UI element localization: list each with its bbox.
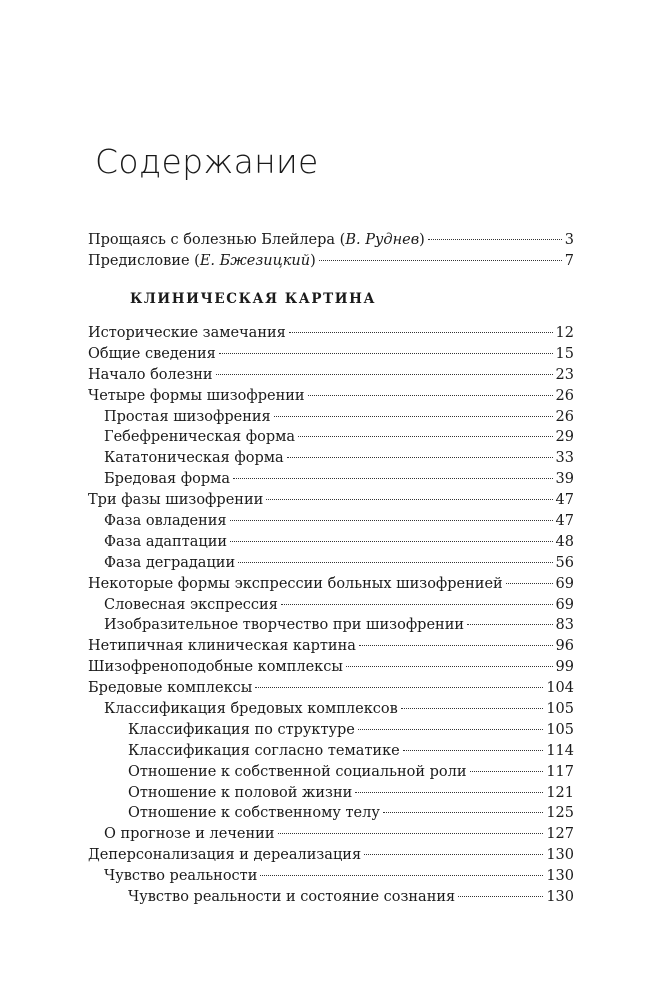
toc-entry-page: 3 <box>564 232 574 248</box>
toc-entry-page: 69 <box>555 596 574 613</box>
page-title: Содержание <box>95 142 319 181</box>
toc-entry-page: 127 <box>546 826 574 843</box>
toc-entry-title: Некоторые формы экспрессии больных шизофренией <box>88 575 503 592</box>
toc-entry-page: 69 <box>555 575 574 592</box>
toc-entry-title: Прощаясь с болезнью Блейлера (В. Руднев) <box>88 232 425 248</box>
toc-entry-title: Классификация согласно тематике <box>128 742 400 759</box>
dot-leader <box>287 457 553 458</box>
dot-leader <box>458 896 543 897</box>
dot-leader <box>255 687 543 688</box>
toc-entry-title: О прогнозе и лечении <box>104 826 275 843</box>
toc-entry-title: Четыре формы шизофрении <box>88 387 305 404</box>
toc-entry-title: Классификация по структуре <box>128 721 355 738</box>
toc-entry-page: 47 <box>555 513 574 530</box>
toc-entry[interactable] <box>88 490 574 511</box>
toc-entry[interactable] <box>88 365 574 386</box>
dot-leader <box>219 353 553 354</box>
toc-entry-title: Классификация бредовых комплексов <box>104 701 398 718</box>
toc-entry[interactable] <box>88 887 574 908</box>
dot-leader <box>230 541 553 542</box>
dot-leader <box>230 520 553 521</box>
toc-entry-title: Фаза деградации <box>104 554 236 571</box>
dot-leader <box>358 729 543 730</box>
toc-entry-page: 104 <box>546 680 574 697</box>
dot-leader <box>428 239 562 240</box>
dot-leader <box>238 562 552 563</box>
dot-leader <box>308 395 553 396</box>
toc-entry-page: 130 <box>546 847 574 864</box>
dot-leader <box>278 833 544 834</box>
toc-entry-title: Деперсонализация и дереализация <box>88 847 362 864</box>
toc-entry-page: 15 <box>555 345 574 362</box>
dot-leader <box>401 708 544 709</box>
toc-entry-page: 96 <box>555 638 574 655</box>
toc-entry[interactable] <box>88 803 574 824</box>
toc-entry[interactable] <box>88 595 574 616</box>
toc-entry-page: 23 <box>555 366 574 383</box>
dot-leader <box>260 875 543 876</box>
toc-entry-title: Словесная экспрессия <box>104 596 278 613</box>
toc-entry[interactable] <box>88 574 574 595</box>
toc-entry[interactable] <box>88 532 574 553</box>
dot-leader <box>298 436 552 437</box>
toc-list <box>88 323 574 908</box>
toc-entry-title: Бредовая форма <box>104 471 231 488</box>
toc-entry[interactable] <box>88 615 574 636</box>
toc-entry-title: Простая шизофрения <box>104 408 271 425</box>
toc-entry[interactable] <box>88 448 574 469</box>
dot-leader <box>403 750 544 751</box>
toc-entry[interactable] <box>88 678 574 699</box>
toc-entry-page: 105 <box>546 701 574 718</box>
toc-entry-page: 39 <box>555 471 574 488</box>
toc-entry[interactable] <box>88 323 574 344</box>
toc-entry-title: Предисловие (Е. Бжезицкий) <box>88 252 316 269</box>
toc-entry[interactable] <box>88 511 574 532</box>
toc-entry[interactable] <box>88 386 574 407</box>
toc-entry-title: Отношение к собственному телу <box>128 805 380 822</box>
toc-entry-page: 48 <box>555 533 574 550</box>
toc-entry[interactable] <box>88 427 574 448</box>
toc-entry-page: 12 <box>555 325 574 341</box>
toc-entry-title: Нетипичная клиническая картина <box>88 638 356 655</box>
dot-leader <box>346 666 553 667</box>
dot-leader <box>281 604 553 605</box>
toc-entry[interactable] <box>88 762 574 783</box>
toc-entry[interactable] <box>88 553 574 574</box>
toc-entry[interactable] <box>88 824 574 845</box>
front-matter-list <box>88 230 574 272</box>
dot-leader <box>364 854 543 855</box>
toc-entry-page: 114 <box>546 742 574 759</box>
toc-entry-page: 130 <box>546 889 574 906</box>
toc-entry-page: 47 <box>555 492 574 509</box>
toc-entry-page: 117 <box>546 763 574 780</box>
dot-leader <box>359 645 553 646</box>
toc-entry-title: Кататоническая форма <box>104 450 284 467</box>
toc-entry-title: Отношение к половой жизни <box>128 784 353 801</box>
dot-leader <box>506 583 553 584</box>
dot-leader <box>355 792 543 793</box>
toc-entry[interactable] <box>88 845 574 866</box>
section-heading: КЛИНИЧЕСКАЯ КАРТИНА <box>130 291 377 307</box>
toc-entry-page: 26 <box>555 408 574 425</box>
toc-entry-title: Бредовые комплексы <box>88 680 253 697</box>
toc-entry-title: Три фазы шизофрении <box>88 492 264 509</box>
toc-entry-title: Отношение к собственной социальной роли <box>128 763 467 780</box>
toc-entry-title: Фаза овладения <box>104 513 227 530</box>
toc-entry-page: 121 <box>546 784 574 801</box>
toc-entry[interactable] <box>88 699 574 720</box>
dot-leader <box>274 416 553 417</box>
toc-entry-page: 99 <box>555 659 574 676</box>
toc-entry-page: 7 <box>564 252 574 269</box>
toc-entry[interactable] <box>88 469 574 490</box>
toc-entry[interactable] <box>88 783 574 804</box>
toc-entry-title: Общие сведения <box>88 345 216 362</box>
toc-entry-page: 130 <box>546 868 574 885</box>
toc-entry[interactable] <box>88 741 574 762</box>
toc-entry-title: Шизофреноподобные комплексы <box>88 659 343 676</box>
toc-entry-page: 26 <box>555 387 574 404</box>
dot-leader <box>470 771 544 772</box>
toc-entry-page: 83 <box>555 617 574 634</box>
toc-entry[interactable] <box>88 720 574 741</box>
toc-entry-page: 29 <box>555 429 574 446</box>
toc-entry-title: Изобразительное творчество при шизофрении <box>104 617 465 634</box>
toc-entry-page: 125 <box>546 805 574 822</box>
toc-entry-title: Гебефреническая форма <box>104 429 296 446</box>
toc-entry-title: Чувство реальности <box>104 868 258 885</box>
dot-leader <box>289 332 553 333</box>
dot-leader <box>216 374 553 375</box>
toc-entry-page: 56 <box>555 554 574 571</box>
dot-leader <box>319 260 562 261</box>
toc-entry[interactable] <box>88 344 574 365</box>
toc-entry[interactable] <box>88 866 574 887</box>
toc-entry[interactable] <box>88 251 574 272</box>
toc-entry[interactable] <box>88 636 574 657</box>
toc-entry[interactable] <box>88 657 574 678</box>
dot-leader <box>467 624 553 625</box>
toc-entry[interactable] <box>88 230 574 251</box>
dot-leader <box>383 812 543 813</box>
toc-entry[interactable] <box>88 407 574 428</box>
toc-entry-page: 105 <box>546 721 574 738</box>
toc-entry-title: Чувство реальности и состояние сознания <box>128 889 456 906</box>
dot-leader <box>266 499 552 500</box>
toc-entry-title: Фаза адаптации <box>104 533 228 550</box>
toc-entry-page: 33 <box>555 450 574 467</box>
dot-leader <box>233 478 553 479</box>
toc-entry-title: Исторические замечания <box>88 325 286 341</box>
toc-entry-title: Начало болезни <box>88 366 213 383</box>
